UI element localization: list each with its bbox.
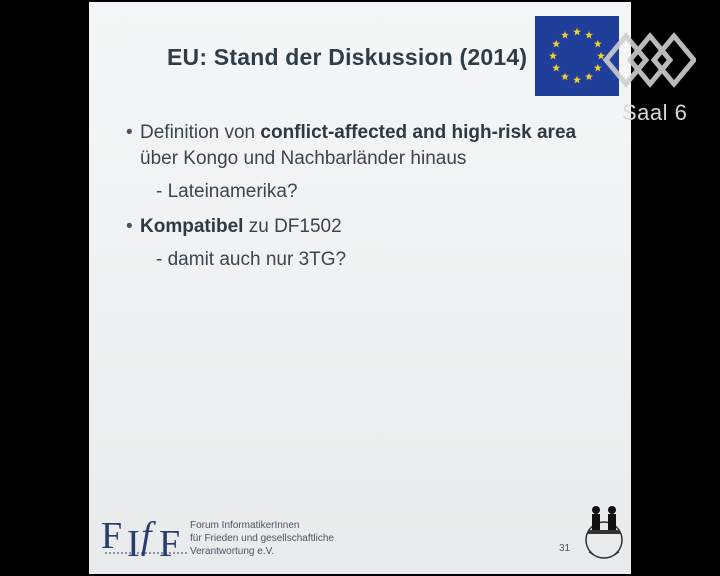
eu-star-icon (561, 73, 569, 81)
eu-star-icon (573, 76, 581, 84)
channel-label: Saal 6 (622, 100, 688, 125)
bullet-text: Definition von (140, 122, 261, 143)
svg-text:I: I (127, 523, 140, 565)
sub-bullet: - damit auch nur 3TG? (156, 249, 347, 270)
bullet-list (126, 120, 626, 273)
org-line: für Frieden und gesellschaftliche (190, 533, 334, 544)
svg-text:F: F (159, 523, 181, 565)
bullet-item-2 (126, 214, 626, 240)
fiff-logo-icon (101, 506, 191, 566)
eu-star-icon (552, 40, 560, 48)
svg-text:f: f (141, 515, 152, 557)
broadcast-channel-logo-icon (600, 28, 696, 92)
org-line: Forum InformatikerInnen (190, 520, 300, 531)
eu-star-icon (585, 73, 593, 81)
bullet-item-1 (126, 120, 626, 146)
eu-star-icon (552, 64, 560, 72)
eu-star-icon (573, 28, 581, 36)
bullet-continuation: über Kongo und Nachbarländer hinaus (140, 148, 467, 169)
presentation-slide (89, 2, 631, 574)
eu-star-icon (561, 31, 569, 39)
org-line: Verantwortung e.V. (190, 546, 275, 557)
bullet-dot: • (126, 216, 133, 237)
bullet-emphasis: conflict-affected and high-risk area (260, 122, 577, 143)
page-number: 31 (559, 543, 571, 554)
eu-star-icon (585, 31, 593, 39)
slide-title: EU: Stand der Diskussion (2014) (167, 44, 528, 70)
bullet-text: zu DF1502 (243, 216, 342, 237)
faire-computer-logo-icon (581, 502, 627, 568)
bullet-dot: • (126, 122, 133, 143)
bullet-emphasis: Kompatibel (140, 216, 244, 237)
eu-star-icon (549, 52, 557, 60)
fiff-organization-name (190, 519, 334, 558)
svg-text:F: F (101, 515, 123, 557)
sub-bullet: - Lateinamerika? (156, 181, 298, 202)
